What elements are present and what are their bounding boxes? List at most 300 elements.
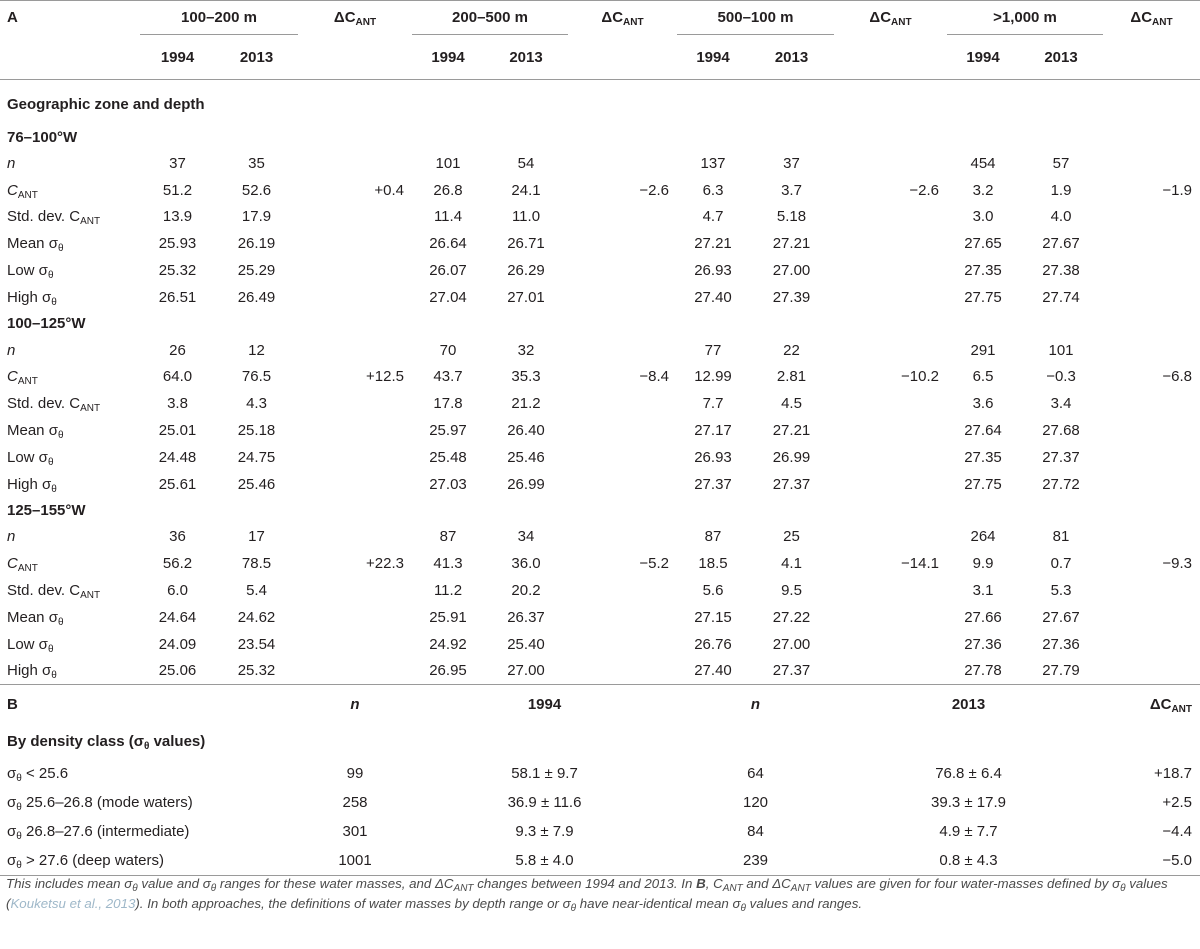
value-cell: 27.21 <box>772 422 811 440</box>
empty-cell <box>298 35 412 80</box>
value-cell: 27.35 <box>964 262 1002 280</box>
value-cell: 27.74 <box>1042 288 1080 306</box>
delta-cell <box>1103 390 1200 417</box>
value-cell: 25.46 <box>507 448 545 466</box>
header-row-years <box>0 35 1200 80</box>
footnote-bold: B <box>696 876 706 891</box>
delta-cell: −5.0 <box>1162 852 1192 870</box>
value-cell: 26.76 <box>694 635 732 653</box>
section-title-row <box>0 723 1200 759</box>
value-cell: 26.49 <box>237 288 276 306</box>
density-row <box>0 846 1200 876</box>
value-cell: 26.40 <box>507 422 545 440</box>
footnote-text: changes between 1994 and 2013. In <box>473 876 697 891</box>
header-row-groups <box>0 1 1200 35</box>
value-cell: 3.6 <box>972 395 994 413</box>
delta-cell: −9.3 <box>1162 555 1192 573</box>
value-cell: 27.40 <box>694 288 732 306</box>
value-cell: 27.39 <box>772 288 811 306</box>
row-label <box>0 631 140 658</box>
value-cell: 35 <box>248 154 265 172</box>
table-row <box>0 524 1200 551</box>
density-label <box>0 788 298 817</box>
empty-cell <box>0 35 140 80</box>
value-cell: 27.00 <box>772 635 811 653</box>
table-row <box>0 150 1200 177</box>
row-label <box>0 524 140 551</box>
delta-sub: ANT <box>623 17 644 29</box>
value-cell: 1.9 <box>1050 181 1072 199</box>
citation-link[interactable]: Kouketsu et al., 2013 <box>10 895 136 911</box>
sigma-symbol: σ <box>7 765 17 783</box>
row-label <box>0 471 140 498</box>
row-label-text: Mean σ <box>7 235 58 253</box>
value-cell: 5.6 <box>702 582 724 600</box>
delta-cell: −2.6 <box>639 181 669 199</box>
value-cell: 54 <box>517 154 535 172</box>
delta-cell <box>1103 471 1200 498</box>
value-cell: 17 <box>248 528 265 546</box>
value-cell: 39.3 ± 17.9 <box>931 794 1006 812</box>
delta-cell <box>298 631 412 658</box>
row-label <box>0 658 140 685</box>
value-cell: 25.40 <box>507 635 545 653</box>
value-cell: 25.32 <box>237 662 276 680</box>
value-cell: 36.0 <box>511 555 541 573</box>
value-cell: 27.37 <box>772 662 811 680</box>
value-cell: 454 <box>970 154 996 172</box>
value-cell: 27.04 <box>429 288 467 306</box>
value-cell: 64.0 <box>162 368 193 386</box>
value-cell: 5.18 <box>776 208 807 226</box>
density-label-text: 26.8–27.6 (intermediate) <box>21 823 190 841</box>
value-cell: 26.64 <box>429 235 467 253</box>
row-label <box>0 177 140 204</box>
row-label-text: C <box>7 555 18 573</box>
value-cell: 35.3 <box>511 368 541 386</box>
value-cell: 26.99 <box>507 475 545 493</box>
sigma-sub: θ <box>16 831 22 843</box>
delta-cell <box>298 471 412 498</box>
part-b-label: B <box>7 695 18 713</box>
value-cell: 26.29 <box>507 262 545 280</box>
delta-cell <box>298 658 412 685</box>
delta-sub: ANT <box>891 17 912 29</box>
row-label-text: n <box>7 154 16 172</box>
n-cell: 301 <box>342 823 368 841</box>
value-cell: 52.6 <box>241 181 272 199</box>
sigma-sub: θ <box>16 773 22 785</box>
value-cell: 58.1 ± 9.7 <box>511 765 578 783</box>
value-cell: 2.81 <box>776 368 807 386</box>
table-row <box>0 631 1200 658</box>
value-cell: 101 <box>1048 341 1074 359</box>
footnote-text: ranges for these water masses, and ΔC <box>216 876 454 891</box>
n-cell: 99 <box>346 765 364 783</box>
value-cell: 81 <box>1052 528 1070 546</box>
value-cell: 25.29 <box>237 262 276 280</box>
row-label-text: Mean σ <box>7 422 58 440</box>
row-label-sub: θ <box>47 643 54 655</box>
value-cell: 3.8 <box>167 395 188 413</box>
delta-cell <box>834 390 947 417</box>
row-label-sub: θ <box>57 430 64 442</box>
row-label-text: Std. dev. C <box>7 208 81 226</box>
depth-group-header: 200–500 m <box>412 1 568 35</box>
table-row <box>0 550 1200 577</box>
section-title-sub: θ <box>144 740 150 752</box>
value-cell: 27.21 <box>772 235 811 253</box>
delta-sub: ANT <box>1152 17 1173 29</box>
row-label-text: High σ <box>7 288 52 306</box>
row-label <box>0 284 140 311</box>
density-label-text: > 27.6 (deep waters) <box>21 852 164 870</box>
zone-title-row <box>0 311 1200 337</box>
value-cell: 5.4 <box>246 582 267 600</box>
density-row <box>0 788 1200 817</box>
delta-cell: −8.4 <box>639 368 669 386</box>
row-label-sub: θ <box>57 616 64 628</box>
value-cell: 0.8 ± 4.3 <box>939 852 998 870</box>
row-label-sub: ANT <box>17 563 38 575</box>
row-label-text: Low σ <box>7 635 48 653</box>
value-cell: 9.3 ± 7.9 <box>515 823 574 841</box>
delta-cell <box>298 257 412 284</box>
section-title <box>0 723 1200 759</box>
n-cell: 64 <box>747 765 764 783</box>
delta-header <box>1103 685 1200 724</box>
value-cell: 3.4 <box>1050 395 1072 413</box>
value-cell: 27.03 <box>429 475 467 493</box>
value-cell: 25.18 <box>237 422 276 440</box>
value-cell: 24.92 <box>429 635 467 653</box>
delta-cell: +2.5 <box>1162 794 1192 812</box>
delta-cell <box>568 284 677 311</box>
delta-cell <box>568 337 677 364</box>
delta-cell <box>568 604 677 631</box>
value-cell: 26.19 <box>237 235 276 253</box>
footnote-sub: θ <box>740 902 746 914</box>
value-cell: 6.5 <box>972 368 994 386</box>
value-cell: 51.2 <box>162 181 193 199</box>
delta-cell <box>834 150 947 177</box>
footnote-sub: ANT <box>722 883 743 894</box>
row-label-text: High σ <box>7 662 52 680</box>
delta-cell <box>834 604 947 631</box>
footnote-sub: ANT <box>790 883 811 894</box>
delta-cell <box>1103 257 1200 284</box>
sigma-sub: θ <box>16 860 22 872</box>
value-cell: 3.1 <box>972 582 994 600</box>
row-label-sub: θ <box>47 456 54 468</box>
value-cell: 27.38 <box>1042 262 1080 280</box>
part-b-header-row <box>0 685 1200 724</box>
value-cell: 23.54 <box>237 635 276 653</box>
density-label-text: < 25.6 <box>21 765 69 783</box>
footnote-sub: θ <box>210 883 217 894</box>
year-header: 1994 <box>696 48 730 66</box>
value-cell: 26.37 <box>507 608 545 626</box>
row-label-text: Std. dev. C <box>7 582 81 600</box>
delta-cell <box>1103 524 1200 551</box>
row-label <box>0 204 140 231</box>
delta-cell <box>834 631 947 658</box>
delta-cell <box>568 444 677 471</box>
delta-cell <box>834 284 947 311</box>
density-label <box>0 846 298 876</box>
empty-cell <box>834 35 947 80</box>
table-row <box>0 364 1200 391</box>
value-cell: 27.37 <box>772 475 811 493</box>
value-cell: 34 <box>517 528 535 546</box>
value-cell: 87 <box>439 528 457 546</box>
table-row <box>0 604 1200 631</box>
delta-cell <box>568 577 677 604</box>
row-label <box>0 364 140 391</box>
footnote-text: values and ranges. <box>745 895 863 911</box>
delta-cell <box>1103 337 1200 364</box>
value-cell: 3.2 <box>972 181 994 199</box>
sigma-symbol: σ <box>7 852 17 870</box>
year-header: 1994 <box>160 48 195 66</box>
empty-cell <box>140 685 298 724</box>
delta-cell: −14.1 <box>901 555 939 573</box>
row-label-text: Low σ <box>7 262 48 280</box>
value-cell: 26.8 <box>433 181 463 199</box>
n-cell: 84 <box>747 823 764 841</box>
value-cell: 56.2 <box>162 555 193 573</box>
footnote-text: value and σ <box>137 876 211 891</box>
section-title: Geographic zone and depth <box>7 95 205 113</box>
value-cell: 36.9 ± 11.6 <box>507 794 582 812</box>
value-cell: 11.2 <box>433 582 463 600</box>
value-cell: 27.37 <box>1042 448 1080 466</box>
value-cell: 9.9 <box>972 555 994 573</box>
value-cell: 17.9 <box>241 208 272 226</box>
delta-cell <box>1103 230 1200 257</box>
value-cell: 27.21 <box>694 235 732 253</box>
delta-cell <box>1103 631 1200 658</box>
row-label-text: n <box>7 528 16 546</box>
value-cell: −0.3 <box>1046 368 1076 386</box>
value-cell: 0.7 <box>1050 555 1072 573</box>
table-row <box>0 417 1200 444</box>
row-label-text: Low σ <box>7 448 48 466</box>
value-cell: 27.00 <box>507 662 545 680</box>
delta-text: ΔC <box>1149 695 1172 713</box>
row-label <box>0 257 140 284</box>
row-label-sub: ANT <box>80 590 101 602</box>
value-cell: 27.78 <box>964 662 1002 680</box>
row-label-sub: ANT <box>17 189 38 201</box>
value-cell: 27.37 <box>694 475 732 493</box>
delta-cell: +12.5 <box>366 368 404 386</box>
table-row <box>0 257 1200 284</box>
year-header: 2013 <box>509 48 543 66</box>
delta-cell <box>834 524 947 551</box>
part-b-body <box>0 685 1200 876</box>
value-cell: 25.46 <box>237 475 276 493</box>
zone-title-row <box>0 498 1200 524</box>
delta-cell: +18.7 <box>1154 765 1192 783</box>
table-footnote <box>6 874 1194 913</box>
value-cell: 12.99 <box>694 368 732 386</box>
value-cell: 5.3 <box>1050 582 1072 600</box>
value-cell: 77 <box>704 341 722 359</box>
footnote-text: values are given for four water-masses defined by σ <box>810 876 1121 891</box>
delta-text: ΔC <box>333 9 356 27</box>
delta-text: ΔC <box>869 9 892 27</box>
value-cell: 27.36 <box>964 635 1002 653</box>
table-row <box>0 471 1200 498</box>
delta-sub: ANT <box>1171 703 1192 715</box>
delta-header <box>1103 1 1200 35</box>
delta-cell <box>568 204 677 231</box>
value-cell: 25.48 <box>429 448 467 466</box>
year-header: 1994 <box>527 695 562 713</box>
section-title-row <box>0 80 1200 125</box>
table-row <box>0 390 1200 417</box>
delta-cell <box>834 337 947 364</box>
delta-cell: −1.9 <box>1162 181 1192 199</box>
table-row <box>0 177 1200 204</box>
year-header: 2013 <box>239 48 274 66</box>
value-cell: 70 <box>439 341 457 359</box>
footnote-text: This includes mean σ <box>6 876 133 891</box>
table-row <box>0 204 1200 231</box>
delta-cell <box>568 257 677 284</box>
year-header: 1994 <box>966 48 1000 66</box>
value-cell: 24.1 <box>511 181 541 199</box>
delta-cell <box>568 524 677 551</box>
footnote-sub: ANT <box>453 883 474 894</box>
delta-cell <box>834 204 947 231</box>
delta-cell <box>568 658 677 685</box>
value-cell: 9.5 <box>781 582 802 600</box>
value-cell: 27.15 <box>694 608 732 626</box>
footnote-text: and ΔC <box>742 876 791 891</box>
delta-cell <box>834 230 947 257</box>
delta-cell <box>1103 417 1200 444</box>
row-label-sub: ANT <box>17 376 38 388</box>
delta-header <box>834 1 947 35</box>
footnote-text: values ( <box>6 876 1168 911</box>
value-cell: 37 <box>783 154 800 172</box>
value-cell: 27.64 <box>964 422 1002 440</box>
row-label <box>0 444 140 471</box>
delta-cell <box>834 658 947 685</box>
delta-cell <box>298 417 412 444</box>
value-cell: 21.2 <box>511 395 541 413</box>
delta-cell <box>298 284 412 311</box>
value-cell: 27.35 <box>964 448 1002 466</box>
sigma-symbol: σ <box>7 823 17 841</box>
value-cell: 36 <box>169 528 186 546</box>
delta-cell <box>298 577 412 604</box>
value-cell: 27.75 <box>964 288 1002 306</box>
value-cell: 25.61 <box>158 475 197 493</box>
value-cell: 137 <box>700 154 726 172</box>
row-label-sub: θ <box>47 270 54 282</box>
value-cell: 26 <box>169 341 186 359</box>
density-row <box>0 759 1200 788</box>
value-cell: 57 <box>1052 154 1070 172</box>
value-cell: 26.07 <box>429 262 467 280</box>
value-cell: 22 <box>783 341 800 359</box>
zone-title: 76–100°W <box>7 128 78 146</box>
section-title-tail: values) <box>149 732 206 750</box>
value-cell: 5.8 ± 4.0 <box>515 852 574 870</box>
depth-group-header: 100–200 m <box>140 1 298 35</box>
delta-cell <box>834 471 947 498</box>
value-cell: 37 <box>169 154 186 172</box>
depth-group-header: 500–100 m <box>677 1 834 35</box>
delta-cell <box>568 150 677 177</box>
value-cell: 27.22 <box>772 608 811 626</box>
delta-cell <box>298 337 412 364</box>
row-label <box>0 417 140 444</box>
value-cell: 24.75 <box>237 448 276 466</box>
zone-title: 100–125°W <box>7 315 86 333</box>
value-cell: 27.00 <box>772 262 811 280</box>
delta-text: ΔC <box>601 9 624 27</box>
year-header: 2013 <box>951 695 986 713</box>
value-cell: 27.17 <box>694 422 732 440</box>
empty-cell <box>1103 35 1200 80</box>
footnote-text: , C <box>705 876 723 891</box>
n-header: n <box>350 695 360 713</box>
value-cell: 27.65 <box>964 235 1002 253</box>
value-cell: 25.01 <box>158 422 197 440</box>
delta-cell <box>568 631 677 658</box>
delta-cell <box>298 444 412 471</box>
value-cell: 27.66 <box>964 608 1002 626</box>
row-label-text: C <box>7 181 18 199</box>
value-cell: 32 <box>517 341 535 359</box>
table-row <box>0 444 1200 471</box>
sigma-sub: θ <box>16 802 22 814</box>
empty-cell <box>568 35 677 80</box>
row-label <box>0 604 140 631</box>
delta-cell <box>1103 204 1200 231</box>
value-cell: 264 <box>970 528 996 546</box>
n-cell: 239 <box>742 852 769 870</box>
delta-cell <box>1103 284 1200 311</box>
value-cell: 4.7 <box>702 208 724 226</box>
year-header: 1994 <box>431 48 465 66</box>
value-cell: 26.93 <box>694 448 732 466</box>
delta-cell <box>1103 658 1200 685</box>
row-label-sub: θ <box>57 243 64 255</box>
row-label-text: n <box>7 341 16 359</box>
delta-cell <box>834 257 947 284</box>
value-cell: 4.9 ± 7.7 <box>939 823 998 841</box>
zone-title-row <box>0 124 1200 150</box>
footnote-sub: θ <box>132 883 138 894</box>
density-label <box>0 817 298 846</box>
delta-cell <box>1103 577 1200 604</box>
value-cell: 3.0 <box>972 208 994 226</box>
row-label <box>0 337 140 364</box>
value-cell: 24.62 <box>237 608 276 626</box>
row-label-sub: θ <box>51 670 57 682</box>
sigma-symbol: σ <box>7 794 17 812</box>
value-cell: 11.4 <box>433 208 463 226</box>
value-cell: 25.32 <box>158 262 197 280</box>
density-row <box>0 817 1200 846</box>
value-cell: 6.3 <box>702 181 724 199</box>
value-cell: 7.7 <box>702 395 724 413</box>
